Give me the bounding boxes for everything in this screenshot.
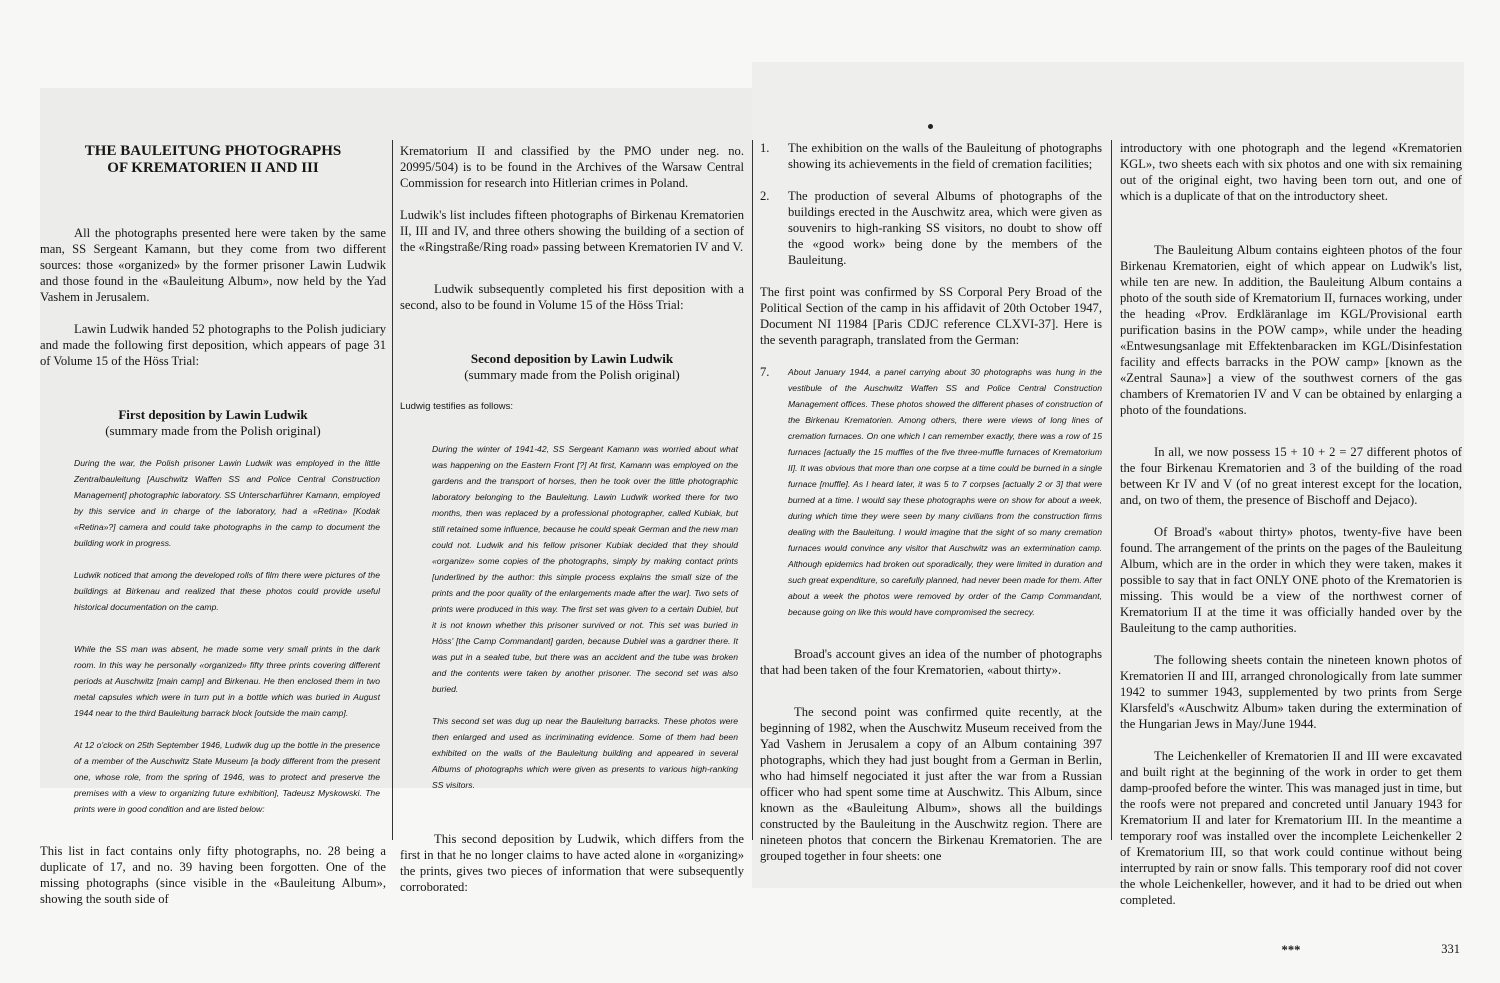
- testifies-line: Ludwig testifies as follows:: [400, 401, 514, 412]
- paragraph: The following sheets contain the nineteen known photos of Krematorien II and III, arranged chronologically from late summer 1942 to summer 1943, supplemented by two prints from Serge Klarsfeld's «Auschwitz Album» taken during the extermination of the Hungarian Jews in May/June 1944.: [1120, 653, 1462, 731]
- paragraph: Of Broad's «about thirty» photos, twenty-five have been found. The arrangement of the prints on the pages of the Bauleitung Album, which are in the order in which they were taken, makes it possible to say that in fact ONLY ONE photo of the Krematorien is missing. This would be a view of the northwest corner of Krematorium II at the time it was officially handed over by the Bauleitung to the camp authorities.: [1120, 525, 1462, 635]
- section-separator: ***: [1281, 943, 1301, 957]
- column-divider: [752, 140, 753, 840]
- paragraph: Ludwik's list includes fifteen photographs of Birkenau Krematorien II, III and IV, and three others showing the building of a section of the «Ringstraße/Ring road» passing between Krematorien IV and V.: [400, 208, 744, 254]
- quote-paragraph: During the war, the Polish prisoner Lawin Ludwik was employed in the little Zentralbauleitung [Auschwitz Waffen SS and Police Central Construction Management] photographic laboratory. SS Unterscharführer Kamann, employed by this service and in charge of the laboratory, had a «Retina» [Kodak «Retina»?] camera and could take photographs in the camp to document the building work in progress.: [74, 458, 380, 548]
- numbered-item: 2. The production of several Albums of photographs of the buildings erected in the Auschwitz area, which were given as souvenirs to high-ranking SS visitors, no doubt to show off the «good work» being done by the members of the Bauleitung.: [760, 189, 1102, 267]
- article-title: THE BAULEITUNG PHOTOGRAPHS OF KREMATORIEN II AND III: [84, 143, 342, 176]
- intro-paragraph: All the photographs presented here were taken by the same man, SS Sergeant Kamann, but they come from two different sources: those «organized» by the former prisoner Lawin Ludwik and those found in the «Bauleitung Album», now held by the Yad Vashem in Jerusalem.: [40, 226, 386, 304]
- paragraph: This list in fact contains only fifty photographs, no. 28 being a duplicate of 17, and no. 39 having been forgotten. One of the missing photographs (since visible in the «Bauleitung Album», showing the south side of: [40, 844, 386, 906]
- column-divider: [1111, 140, 1112, 840]
- paragraph: The second point was confirmed quite recently, at the beginning of 1982, when the Auschwitz Museum received from the Yad Vashem in Jerusalem a copy of an Album containing 397 photographs, which they had just bought from a German in Berlin, who had himself negociated it just after the war from a Russian officer who had spent some time at Auschwitz. This Album, since known as the «Bauleitung Album», shows all the buildings constructed by the Bauleitung in the Auschwitz region. There are nineteen photos that concern the Birkenau Krematorien. The are grouped together in four sheets: one: [760, 705, 1102, 863]
- quote-paragraph: At 12 o'clock on 25th September 1946, Ludwik dug up the bottle in the presence of a member of the Auschwitz State Museum [a body different from the present one, whose role, from the spring of 1946, was to protect and preserve the premises with a view to organizing future exhibition], Tadeusz Myskowski. The prints were in good condition and are listed below:: [74, 740, 380, 814]
- quote-paragraph: During the winter of 1941-42, SS Sergeant Kamann was worried about what was happening on the Eastern Front [?] At first, Kamann was employed on the gardens and the transport of horses, then he took over the little photographic laboratory belonging to the Bauleitung. Lawin Ludwik worked there for two months, then was replaced by a professional photographer, called Kubiak, but still retained some influence, because he could speak German and the new man could not. Ludwik and his fellow prisoner Kubiak decided that they should «organize» some copies of the photographs, simply by making contact prints [underlined by the author: this simple process explains the small size of the prints and the poor quality of the enlargements made after the war]. Two sets of prints were produced in this way. The first set was given to a certain Dubiel, but it is not known whether this prisoner survived or not. This set was buried in Höss' [the Camp Commandant] garden, because Dubiel was a gardner there. It was put in a sealed tube, but there was an accident and the tube was broken and the contents were taken by another prisoner. The second set was also buried.: [432, 444, 738, 694]
- numbered-item: 1. The exhibition on the walls of the Bauleitung of photographs showing its achievements in the field of cremation facilities;: [760, 141, 1102, 171]
- paragraph: The first point was confirmed by SS Corporal Pery Broad of the Political Section of the camp in his affidavit of 20th October 1947, Document NI 11984 [Paris CDJC reference CLXVI-37]. Here is the seventh paragraph, translated from the German:: [760, 285, 1102, 347]
- paragraph: In all, we now possess 15 + 10 + 2 = 27 different photos of the four Birkenau Krematorien and 3 of the building of the road between Kr IV and V (of no great interest except for the location, and, on two of them, the presence of Bischoff and Dejaco).: [1120, 445, 1462, 507]
- quote-paragraph: Ludwik noticed that among the developed rolls of film there were pictures of the buildings at Birkenau and realized that these photos could provide useful historical documentation on the camp.: [74, 570, 380, 612]
- first-deposition-heading: First deposition by Lawin Ludwik: [118, 407, 308, 422]
- column-divider: [392, 140, 393, 840]
- paragraph: The Leichenkeller of Krematorien II and III were excavated and built right at the beginning of the work in order to get them damp-proofed before the winter. This was managed just in time, but the roofs were not prepared and concreted until January 1943 for Krematorium II and later for Krematorium III. In the meantime a temporary roof was installed over the incomplete Leichenkeller 2 of Krematorium III, so that work could continue without being interrupted by rain or snow falls. This temporary roof did not cover the whole Leichenkeller, however, and it had to be dried out when completed.: [1120, 749, 1462, 907]
- column-3: [760, 140, 1102, 864]
- paragraph: introductory with one photograph and the legend «Krematorien KGL», two sheets each with six photos and one with six remaining out of the original eight, two having been torn out, and one of which is a duplicate of that on the introductory sheet.: [1120, 141, 1462, 203]
- column-4: [1120, 140, 1462, 958]
- paragraph: The Bauleitung Album contains eighteen photos of the four Birkenau Krematorien, eight of which appear on Ludwik's list, while ten are new. In addition, the Bauleitung Album contains a photo of the south side of Krematorium II, furnaces working, under the heading «Prov. Erdkläranlage im KGL/Provisional earth purification basins in the POW camp», while under the heading «Entwesungsanlage mit Effektenbaracken im KGL/Disinfestation facility and effects barracks in the POW camp» [known as the «Zentral Sauna»] a view of the southwest corners of the gas chambers of Krematorien IV and V can be obtained by enlarging a photo of the foundations.: [1120, 243, 1462, 417]
- quote-paragraph: While the SS man was absent, he made some very small prints in the dark room. In this way he personally «organized» fifty three prints covering different periods at Auschwitz [main camp] and Birkenau. He then enclosed them in two metal capsules which were in turn put in a bottle which was buried in August 1944 near to the third Bauleitung barrack block [outside the main camp].: [74, 644, 380, 718]
- column-1: [40, 143, 386, 907]
- column-2: [400, 143, 744, 895]
- paragraph: Broad's account gives an idea of the number of photographs that had been taken of the four Krematorien, «about thirty».: [760, 647, 1102, 677]
- second-deposition-heading: Second deposition by Lawin Ludwik: [470, 351, 674, 366]
- paragraph: Lawin Ludwik handed 52 photographs to the Polish judiciary and made the following first deposition, which appears of page 31 of Volume 15 of the Höss Trial:: [40, 322, 386, 368]
- paragraph: Krematorium II and classified by the PMO under neg. no. 20995/504) is to be found in the Archives of the Warsaw Central Commission for research into Hitlerian crimes in Poland.: [400, 144, 744, 190]
- paragraph: Ludwik subsequently completed his first deposition with a second, also to be found in Volume 15 of the Höss Trial:: [400, 282, 744, 312]
- second-deposition-note: (summary made from the Polish original): [464, 367, 680, 382]
- numbered-item: 7. About January 1944, a panel carrying about 30 photographs was hung in the vestibule of the Auschwitz Waffen SS and Police Central Construction Management offices. These photos showed the different phases of construction of the Birkenau Krematorien. Among others, there were views of long lines of cremation furnaces. On one which I can remember exactly, there was a row of 15 furnaces [actually the 15 muffles of the five three-muffle furnaces of Krematorium II]. It was obvious that more than one corpse at a time could be burned in a single furnace [muffle]. As I heard later, it was 5 to 7 corpses [actually 2 or 3] that were burned at a time. I would say these photographs were on show for about a week, during which time they were seen by many civilians from the construction firms dealing with the Bauleitung. I would imagine that the sight of so many cremation furnaces would convince any visitor that Auschwitz was an extermination camp. Although epidemics had broken out sporadically, they were limited in duration and such great expenditure, so carefully planned, had never been made for them. After about a week the photos were removed by order of the Camp Commandant, because going on like this would have compromised the secrecy.: [760, 365, 1102, 617]
- quote-paragraph: This second set was dug up near the Bauleitung barracks. These photos were then enlarged and used as incriminating evidence. Some of them had been exhibited on the walls of the Bauleitung building and appeared in several Albums of photographs which were given as presents to various high-ranking SS visitors.: [432, 716, 738, 790]
- first-deposition-note: (summary made from the Polish original): [105, 423, 321, 438]
- paragraph: This second deposition by Ludwik, which differs from the first in that he no longer claims to have acted alone in «organizing» the prints, gives two pieces of information that were subsequently corroborated:: [400, 832, 744, 894]
- dot-mark: [928, 124, 933, 129]
- page-number: 331: [1441, 942, 1460, 956]
